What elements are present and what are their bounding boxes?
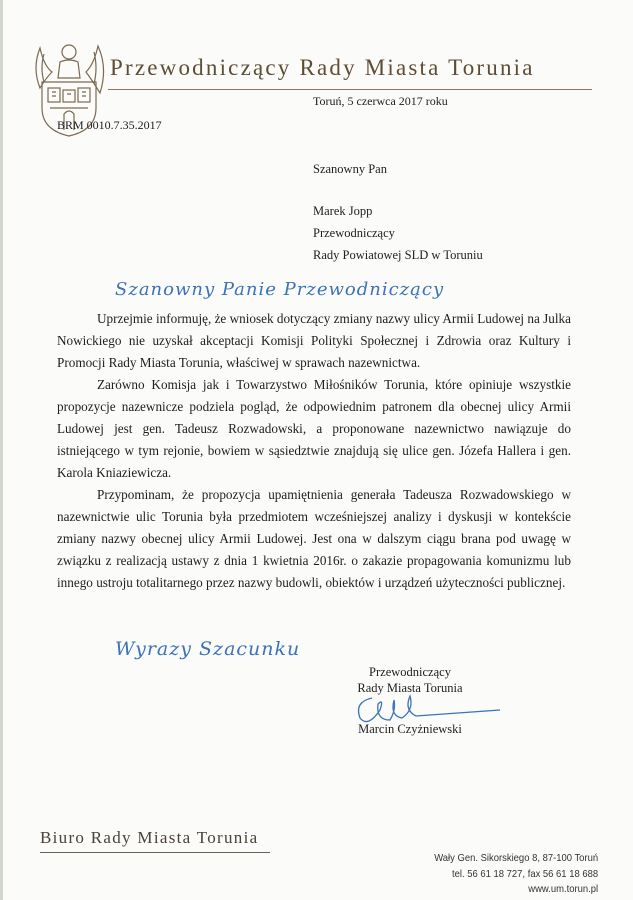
letter-body: [57, 308, 571, 594]
recipient-salutation: Szanowny Pan: [313, 162, 387, 176]
recipient-organization: Rady Powiatowej SLD w Toruniu: [313, 248, 483, 262]
scan-edge: [0, 0, 3, 900]
signatory-name: Marcin Czyżniewski: [358, 722, 462, 736]
body-paragraph: Zarówno Komisja jak i Towarzystwo Miłośników Torunia, które opiniuje wszystkie propozycje nazewnicze podziela pogląd, że odpowiednim patronem dla obecnej ulicy Armii Ludowej jest gen. Tadeusz Rozwadowski, a proponowane nazewnictwo nawiązuje do istniejącego w tym rejonie, bowiem w sąsiedztwie znajdują się ulice gen. Józefa Hallera i gen. Karola Kniaziewicza.: [57, 377, 571, 480]
footer-website: www.um.torun.pl: [528, 883, 598, 895]
letterhead-divider: [108, 89, 592, 90]
body-paragraph: Uprzejmie informuję, że wniosek dotyczący zmiany nazwy ulicy Armii Ludowej na Julka Nowickiego nie uzyskał akceptacji Komisji Polityki Społecznej i Zdrowia oraz Kultury i Promocji Rady Miasta Torunia, właściwej w sprawach nazewnictwa.: [57, 311, 571, 370]
footer-phone: tel. 56 61 18 727, fax 56 61 18 688: [451, 867, 598, 880]
footer-office: Biuro Rady Miasta Torunia: [40, 828, 259, 847]
handwritten-salutation: Szanowny Panie Przewodniczący: [115, 279, 445, 300]
footer-divider: [40, 852, 270, 853]
handwritten-closing: Wyrazy Szacunku: [115, 638, 301, 660]
footer-address: Wały Gen. Sikorskiego 8, 87-100 Toruń: [434, 852, 598, 864]
body-paragraph: Przypominam, że propozycja upamiętnienia generała Tadeusza Rozwadowskiego w nazewnictwie ulic Torunia była przedmiotem wcześniejszej analizy i dyskusji w kontekście zmiany nazwy obecnej ulicy Armii Ludowej. Jest ona w dalszym ciągu brana pod uwagę w związku z realizacją ustawy z dnia 1 kwietnia 2016r. o zakazie propagowania komunizmu lub innego ustroju totalitarnego przez nazwy budowli, obiektów i urządzeń użyteczności publicznej.: [57, 487, 571, 590]
signature-title-line1: Przewodniczący: [369, 665, 451, 679]
letterhead-title: Przewodniczący Rady Miasta Torunia: [110, 55, 535, 80]
letter-date: Toruń, 5 czerwca 2017 roku: [313, 94, 448, 108]
signature-title-line2: Rady Miasta Torunia: [357, 681, 463, 695]
reference-number: BRM 0010.7.35.2017: [57, 118, 162, 132]
recipient-role: Przewodniczący: [313, 226, 395, 240]
footer-contact: [434, 851, 598, 898]
recipient-name: Marek Jopp: [313, 204, 373, 218]
